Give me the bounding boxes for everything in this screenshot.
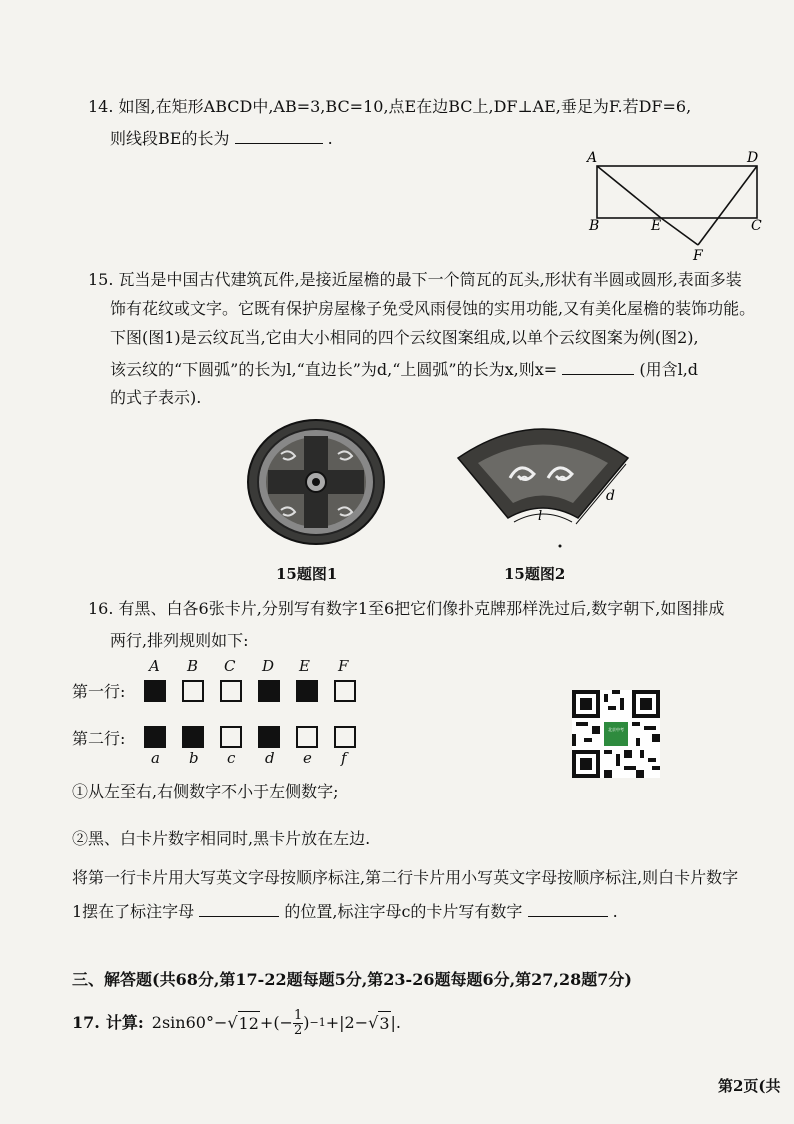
card-e <box>296 726 318 748</box>
q15-number: 15. <box>88 270 114 289</box>
row1-letter-C: C <box>224 657 236 675</box>
q15-line1: 瓦当是中国古代建筑瓦件,是接近屋檐的最下一个筒瓦的瓦头,形状有半圆或圆形,表面多装 <box>118 270 742 289</box>
label-A: A <box>587 150 598 166</box>
q15-answer-blank[interactable] <box>562 356 634 375</box>
q16-line3: 将第一行卡片用大写英文字母按顺序标注,第二行卡片用小写英文字母按顺序标注,则白卡片数字 <box>72 868 739 887</box>
q17-expr-a: 2sin60°− <box>151 1013 228 1032</box>
q16-number: 16. <box>88 599 114 618</box>
row1-letter-B: B <box>187 657 199 675</box>
card-A <box>144 680 166 702</box>
q16-rule1: ①从左至右,右侧数字不小于左侧数字; <box>72 782 339 801</box>
qr-code[interactable] <box>572 690 660 778</box>
fig2-label-l: l <box>538 509 543 524</box>
card-c <box>220 726 242 748</box>
q17-fraction <box>293 1009 303 1038</box>
q17-expr-b: +(− <box>259 1013 293 1032</box>
q14-number: 14. <box>88 97 114 116</box>
q16-line2: 两行,排列规则如下: <box>110 631 249 650</box>
row2-letter-b: b <box>189 749 199 767</box>
q17-prefix: 计算: <box>105 1013 144 1032</box>
q14-text-line1 <box>88 95 691 119</box>
q17-number: 17. <box>72 1013 100 1032</box>
row1-letter-E: E <box>299 657 310 675</box>
label-D: D <box>747 150 759 166</box>
q15-caption-2: 15题图2 <box>504 565 566 583</box>
q17-expr-d: +|2− <box>325 1013 369 1032</box>
card-B <box>182 680 204 702</box>
q14-line2-prefix: 则线段BE的长为 <box>110 129 230 148</box>
sqrt-symbol-icon: √ <box>368 1013 379 1032</box>
q16-line4-a: 1摆在了标注字母 <box>72 902 195 921</box>
label-B: B <box>589 218 600 234</box>
card-F <box>334 680 356 702</box>
label-E: E <box>651 218 662 234</box>
q17-sqrt3: 3 <box>378 1011 390 1036</box>
row1-letter-F: F <box>338 657 349 675</box>
q16-blank-number[interactable] <box>528 898 608 917</box>
q16-line4-b: 的位置,标注字母c的卡片写有数字 <box>284 902 523 921</box>
row2-letter-c: c <box>227 749 236 767</box>
row2-letter-a: a <box>151 749 160 767</box>
q16-line4-c: . <box>612 902 618 921</box>
row2-letter-f: f <box>341 749 347 767</box>
q15-fan-cloud-image <box>448 418 638 553</box>
q17-exponent: −1 <box>309 1016 326 1029</box>
q15-line3: 下图(图1)是云纹瓦当,它由大小相同的四个云纹图案组成,以单个云纹图案为例(图2), <box>110 328 699 347</box>
qr-code-icon <box>572 690 660 778</box>
q17-frac-num: 1 <box>293 1007 303 1023</box>
row2-letter-d: d <box>265 749 275 767</box>
q15-round-tile-image <box>246 418 386 546</box>
row1-letter-D: D <box>262 657 275 675</box>
q15-line1-row <box>88 268 742 292</box>
row1-label: 第一行: <box>72 682 126 701</box>
card-f <box>334 726 356 748</box>
page-footer: 第2页(共 <box>718 1077 781 1095</box>
q15-line4-prefix: 该云纹的“下圆弧”的长为l,“直边长”为d,“上圆弧”的长为x,则x= <box>110 360 558 379</box>
q17-expr-e: |. <box>390 1013 401 1032</box>
q15-line5: 的式子表示). <box>110 388 202 407</box>
fig2-label-d: d <box>606 488 615 504</box>
q14-rectangle-figure <box>585 148 770 263</box>
q14-line1: 如图,在矩形ABCD中,AB=3,BC=10,点E在边BC上,DF⊥AE,垂足为F.若DF=6, <box>118 97 692 116</box>
q14-line2-suffix: . <box>327 129 333 148</box>
card-d <box>258 726 280 748</box>
q16-line4-row <box>72 898 618 924</box>
q16-line1-row <box>88 597 724 621</box>
card-E <box>296 680 318 702</box>
q15-line4-suffix: (用含l,d <box>639 360 699 379</box>
label-F: F <box>693 248 703 263</box>
q14-answer-blank[interactable] <box>235 125 323 144</box>
q16-line1: 有黑、白各6张卡片,分别写有数字1至6把它们像扑克牌那样洗过后,数字朝下,如图排成 <box>118 599 725 618</box>
q16-rule2: ②黑、白卡片数字相同时,黑卡片放在左边. <box>72 829 371 848</box>
card-C <box>220 680 242 702</box>
q15-caption-1: 15题图1 <box>276 565 338 583</box>
qr-center-text: 北京中考 <box>608 727 624 732</box>
card-a <box>144 726 166 748</box>
q17-expr-c: ) <box>303 1013 310 1032</box>
q17-sqrt12: 12 <box>238 1011 260 1036</box>
row2-letter-e: e <box>303 749 312 767</box>
q14-text-line2 <box>110 125 333 151</box>
q17-frac-den: 2 <box>293 1022 303 1038</box>
label-C: C <box>751 218 762 234</box>
section3-heading: 三、解答题(共68分,第17-22题每题5分,第23-26题每题6分,第27,28题7分) <box>72 970 632 989</box>
q15-line4-row <box>110 356 698 382</box>
q16-blank-letter[interactable] <box>199 898 279 917</box>
row2-label: 第二行: <box>72 729 126 748</box>
row1-letter-A: A <box>149 657 160 675</box>
card-b <box>182 726 204 748</box>
q17-row <box>72 1005 401 1041</box>
q15-line2: 饰有花纹或文字。它既有保护房屋椽子免受风雨侵蚀的实用功能,又有美化屋檐的装饰功能。 <box>110 299 756 318</box>
sqrt-symbol-icon: √ <box>227 1013 238 1032</box>
card-D <box>258 680 280 702</box>
